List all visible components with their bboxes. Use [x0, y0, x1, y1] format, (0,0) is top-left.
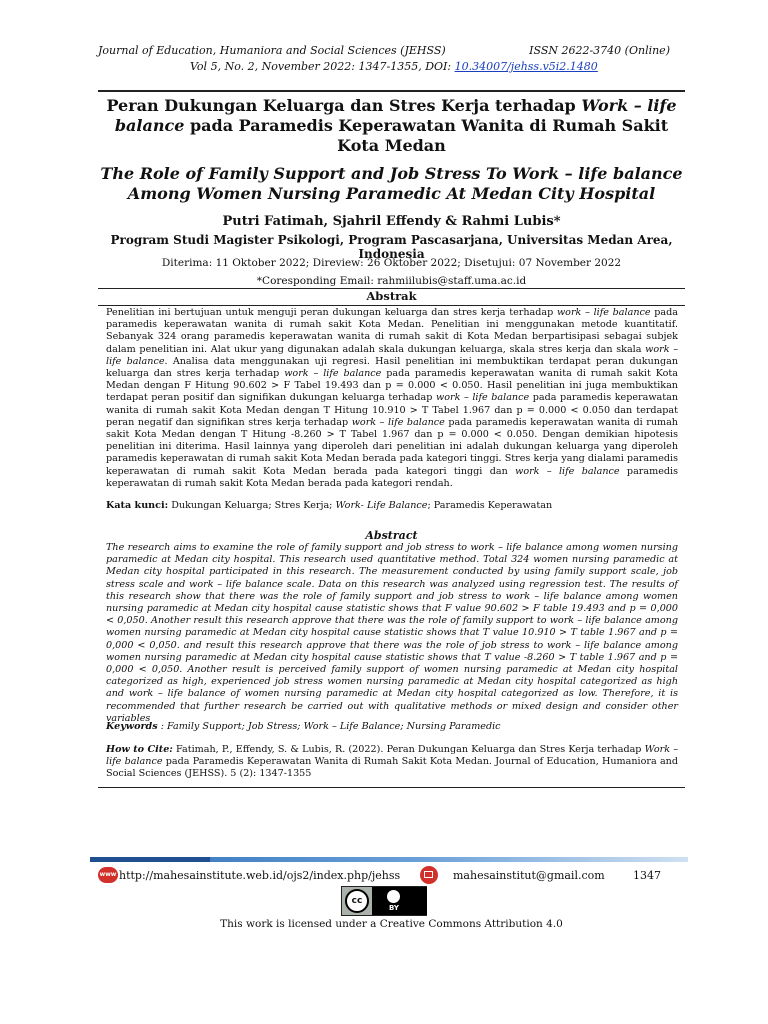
abstrak-s3: . Analisa data menggunakan uji regresi. Hasil penelitian ini membuktikan terdapat peran dukungan keluarga dan stres kerja terhadap	[106, 355, 678, 380]
journal-name: Journal of Education, Humaniora and Social Sciences (JEHSS)	[98, 44, 446, 57]
title-indonesian	[98, 96, 685, 156]
journal-header	[0, 40, 768, 78]
abstrak-i3: work – life balance	[284, 368, 382, 380]
abstract-text: The research aims to examine the role of family support and job stress to work – life balance among women nursing paramedic at Medan city hospital. This research used quantitative method. Total 324 women nursing paramedic at Medan city hospital participated in this research. The measurement conducted by using family support scale, job stress scale and work – life balance scale. Data on this research was analyzed using regression test. The results of this research show that there was the role of family support and job stress to work – life balance among women nursing paramedic at Medan city hospital cause statistic shows that F value 90.602 > F table 19.493 and p = 0,000 < 0,050. Another result this research approve that there was the role of family support to work – life balance among women nursing paramedic at Medan city hospital cause statistic shows that T value 10.910 > T table 1.967 and p = 0,000 < 0,050. and result this research approve that there was the role of job stress to work – life balance among women nursing paramedic at Medan city hospital cause statistic shows that T value -8.260 > T table 1.967 and p = 0,000 < 0,050. Another result is perceived family support of women nursing paramedic at Medan city hospital categorized as high, experienced job stress women nursing paramedic at Medan city hospital categorized as high and work – life balance of women nursing paramedic at Medan city hospital categorized as low. Therefore, it is recommended that further research be carried out with qualitative methods or mixed design and consider other variables	[106, 542, 678, 724]
issn: ISSN 2622-3740 (Online)	[529, 44, 670, 57]
kata-kunci-t1: Dukungan Keluarga; Stres Kerja;	[168, 500, 336, 511]
kata-kunci	[106, 500, 678, 511]
how-to-cite-label: How to Cite:	[106, 744, 173, 755]
abstrak-text	[106, 307, 678, 490]
by-label: BY	[388, 904, 400, 912]
license-text: This work is licensed under a Creative Commons Attribution 4.0	[220, 918, 563, 930]
page-number: 1347	[633, 869, 661, 882]
email-icon	[420, 866, 438, 884]
keywords-text: : Family Support; Job Stress; Work – Life Balance; Nursing Paramedic	[157, 721, 501, 732]
authors: Putri Fatimah, Sjahril Effendy & Rahmi Lubis*	[222, 214, 561, 229]
corresponding-email: *Coresponding Email: rahmiilubis@staff.uma.ac.id	[256, 275, 527, 287]
abstrak-s2: pada paramedis keperawatan wanita di rumah sakit Kota Medan. Penelitian ini menggunakan metode kuantitatif. Sebanyak 324 orang paramedis keperawatan wanita di rumah sakit di Kota Medan berpartisipasi sebagai subjek dalam penelitian ini. Alat ukur yang digunakan adalah skala dukungan keluarga, skala stres kerja dan skala	[106, 307, 678, 355]
how-to-cite-t2: pada Paramedis Keperawatan Wanita di Rumah Sakit Kota Medan. Journal of Education, Humaniora and Social Sciences (JEHSS). 5 (2): 1347-1355	[106, 756, 678, 780]
abstrak-s5: pada paramedis keperawatan wanita di rumah sakit Kota Medan dengan T Hitung 10.910 > T Tabel 1.967 dan p = 0.000 < 0.050 dan terdapat peran negatif dan signifikan stres kerja terhadap	[106, 392, 679, 428]
title-id-italic: Work – life balance	[114, 96, 677, 135]
abstract-box	[98, 288, 685, 788]
title-english: The Role of Family Support and Job Stress To Work – life balance Among Women Nursing Paramedic At Medan City Hospital	[100, 164, 683, 203]
header-line-2	[190, 60, 598, 73]
volume-info: Vol 5, No. 2, November 2022: 1347-1355, DOI:	[190, 60, 455, 73]
journal-url[interactable]: http://mahesainstitute.web.id/ojs2/index.php/jehss	[119, 869, 401, 882]
submission-dates: Diterima: 11 Oktober 2022; Direview: 26 Oktober 2022; Disetujui: 07 November 2022	[161, 257, 622, 269]
how-to-cite	[106, 744, 678, 781]
abstrak-s7: paramedis keperawatan di rumah sakit Kota Medan berada pada kategori rendah.	[106, 465, 678, 489]
header-divider	[98, 90, 685, 92]
doi-link[interactable]: 10.34007/jehss.v5i2.1480	[454, 60, 598, 73]
abstrak-i2: work – life balance	[106, 343, 679, 367]
kata-kunci-i1: Work- Life Balance	[335, 500, 428, 511]
abstrak-s1: Penelitian ini bertujuan untuk menguji peran dukungan keluarga dan stres kerja terhadap	[106, 307, 557, 318]
person-icon	[387, 890, 400, 903]
abstract-heading: Abstract	[365, 529, 418, 542]
abstrak-divider	[98, 305, 685, 306]
abstrak-i5: work – life balance	[351, 416, 445, 428]
footer-email[interactable]: mahesainstitut@gmail.com	[453, 869, 605, 882]
abstrak-heading: Abstrak	[366, 289, 417, 303]
abstrak-i1: work – life balance	[556, 307, 651, 318]
page-footer	[98, 866, 685, 886]
affiliation: Program Studi Magister Psikologi, Program Pascasarjana, Universitas Medan Area, Indonesia	[110, 233, 673, 261]
abstrak-s6: pada paramedis keperawatan wanita di rumah sakit Kota Medan dengan T Hitung -8.260 > T Tabel 1.967 dan p = 0.000 < 0.050. Dengan demikian hipotesis penelitian ini diterima. Hasil lainnya yang diperoleh dari penelitian ini adalah dukungan keluarga yang diperoleh paramedis keperawatan di rumah sakit Kota Medan berada pada kategori tinggi. Stres kerja yang dialami paramedis keperawatan di rumah sakit Kota Medan berada pada kategori tinggi dan	[106, 416, 678, 477]
how-to-cite-t1: Fatimah, P., Effendy, S. & Lubis, R. (2022). Peran Dukungan Keluarga dan Stres Kerja terhadap	[172, 744, 645, 755]
abstrak-s4: pada paramedis keperawatan wanita di rumah sakit Kota Medan dengan F Hitung 90.602 > F Tabel 19.493 dan p = 0.000 < 0.050. Hasil penelitian ini juga membuktikan terdapat peran positif dan signifikan dukungan keluarga terhadap	[106, 368, 679, 404]
kata-kunci-t2: ; Paramedis Keperawatan	[427, 500, 553, 511]
title-id-part-2: pada Paramedis Keperawatan Wanita di Rumah Sakit Kota Medan	[184, 116, 669, 155]
kata-kunci-label: Kata kunci:	[106, 500, 169, 511]
how-to-cite-i1: Work – life balance	[106, 744, 679, 768]
keywords	[106, 721, 678, 732]
keywords-label: Keywords	[106, 721, 158, 732]
footer-divider-accent	[90, 857, 210, 862]
cc-icon: cc	[345, 889, 369, 913]
cc-by-badge[interactable]	[341, 886, 427, 916]
abstrak-i4: work – life balance	[436, 392, 530, 404]
www-icon: www	[98, 867, 118, 883]
title-id-part-1: Peran Dukungan Keluarga dan Stres Kerja terhadap	[106, 96, 582, 115]
abstrak-i6: work – life balance	[515, 465, 620, 477]
